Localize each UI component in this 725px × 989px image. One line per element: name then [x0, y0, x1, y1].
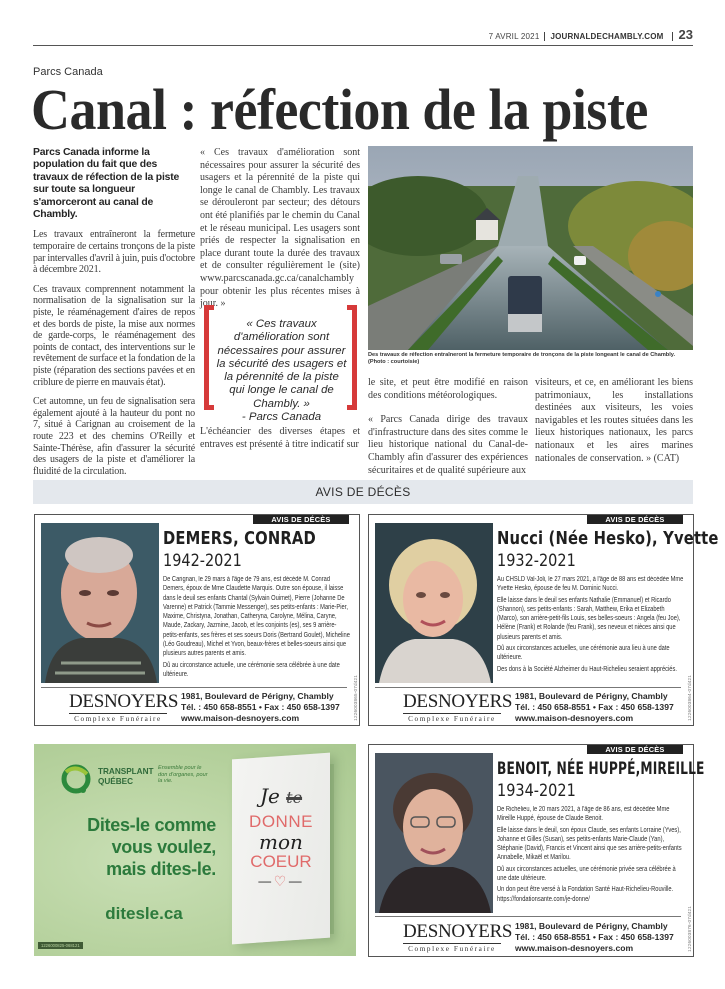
- article-paragraph: le site, et peut être modifié en raison des conditions météorologiques.: [368, 377, 528, 401]
- obituary-text: [497, 575, 686, 676]
- page-folio: [33, 28, 693, 46]
- funeral-home-phones: Tél. : 450 658-8551 • Fax : 450 658-1397: [515, 931, 674, 942]
- ad-headline: [44, 814, 216, 880]
- logo-subtitle: Complexe Funéraire: [403, 713, 501, 723]
- obituary-paragraph: Dû aux circonstances actuelles, une cérémonie aura lieu à une date ultérieure.: [497, 645, 670, 662]
- funeral-home-phones: Tél. : 450 658-8551 • Fax : 450 658-1397: [515, 701, 674, 712]
- canal-photo-image: [368, 146, 693, 350]
- ad-headline-line: mais dites-le.: [106, 859, 216, 879]
- logo-name: DESNOYERS: [403, 920, 513, 942]
- ad-headline-line: Dites-le comme: [87, 815, 216, 835]
- article-paragraph: « Ces travaux d'amélioration sont nécessaires pour assurer la sécurité des usagers et la pérennité de la piste qui longe le canal de Chambly. Les travaux se dérouleront par secteur; des détours ont été planifiés par le chemin du Canal et le réseau municipal. Les usagers sont priés de respecter la signalisation en place durant toute la durée des travaux et de consulter régulièrement le (site) www.parcscanada.gc.ca/canalchambly pour obtenir les plus récentes mises à jour. »: [200, 147, 360, 310]
- obituary-text: [163, 575, 352, 681]
- desnoyers-logo: [403, 690, 513, 723]
- funeral-home-address: 1981, Boulevard de Périgny, Chambly: [181, 690, 334, 701]
- logo-subtitle: Complexe Funéraire: [69, 713, 167, 723]
- obituary-years: 1934-2021: [497, 781, 576, 801]
- obituary-portrait: [375, 753, 493, 913]
- obituaries-title: AVIS DE DÉCÈS: [315, 485, 411, 499]
- ad-brand-line1: TRANSPLANT: [98, 767, 154, 776]
- transplant-quebec-ad[interactable]: [34, 744, 356, 956]
- card-mon: mon: [259, 830, 303, 854]
- ad-tagline: Ensemble pour le don d'organes, pour la vie.: [158, 765, 208, 784]
- obituary-years: 1942-2021: [163, 551, 242, 571]
- obituary-paragraph: De Richelieu, le 20 mars 2021, à l'âge de 86 ans, est décédée Mme Mireille Huppé, épouse de Claude Benoit.: [497, 806, 670, 823]
- logo-subtitle: Complexe Funéraire: [403, 943, 501, 953]
- ad-code: 1226003876-07d421: [687, 906, 692, 952]
- article-column-3: [368, 377, 528, 489]
- obituary-tag: AVIS DE DÉCÈS: [587, 515, 683, 524]
- obituary-portrait: [41, 523, 159, 683]
- obituary-paragraph: Dû aux circonstances actuelles, une cérémonie privée sera célébrée à une date ultérieure.: [497, 865, 676, 883]
- obituary-card: [34, 514, 360, 726]
- obituary-name: Nucci (Née Hesko), Yvette: [497, 528, 719, 549]
- article-column-4: [535, 377, 693, 477]
- obituary-tag: AVIS DE DÉCÈS: [587, 745, 683, 754]
- divider: [375, 687, 681, 688]
- funeral-home-website[interactable]: www.maison-desnoyers.com: [515, 712, 634, 723]
- photo-caption: Des travaux de réfection entraîneront la fermeture temporaire de tronçons de la piste longeant le canal de Chambly. (Photo : courtoisie): [368, 352, 676, 365]
- ad-brand-line2: QUÉBEC: [98, 776, 134, 786]
- left-bracket-icon: [204, 305, 214, 410]
- divider: [41, 687, 347, 688]
- heart-icon: ♡: [273, 874, 289, 890]
- card-strike: te: [286, 788, 303, 807]
- funeral-home-website[interactable]: www.maison-desnoyers.com: [181, 712, 300, 723]
- obituary-text: [497, 805, 686, 906]
- obituary-paragraph: Elle laisse dans le deuil, son époux Claude, ses enfants Lorraine (Yves), Johanne et Gilles (Susan), ses petits-enfants Marie-Claude (Yan), Stéphanie (David), Francis et Vincent ainsi que ses arrière-petits-enfants Annabelle, Mikaël et Marilou.: [497, 826, 682, 862]
- card-je: Je: [259, 784, 280, 808]
- ad-headline-line: vous voulez,: [111, 837, 216, 857]
- funeral-home-footer: [69, 690, 345, 724]
- funeral-home-footer: [403, 920, 679, 954]
- desnoyers-logo: [69, 690, 179, 723]
- article-paragraph: visiteurs, et ce, en améliorant les biens patrimoniaux, les installations destinées aux visiteurs, les voies navigables et les routes situées dans les lieux historiques nationaux, les parcs nationaux et les aires marines nationales de conservation. » (CAT): [535, 377, 693, 464]
- pull-quote-text: « Ces travaux d'amélioration sont nécessaires pour assurer la sécurité des usagers et la pérennité de la piste qui longe le canal de Chambly. »: [216, 318, 347, 410]
- article-column-2-bottom: [200, 426, 360, 463]
- funeral-home-website[interactable]: www.maison-desnoyers.com: [515, 942, 634, 953]
- divider: [375, 916, 681, 917]
- obituary-portrait: [375, 523, 493, 683]
- greeting-card: Je te DONNE mon COEUR —♡—: [232, 753, 330, 945]
- obituary-tag: AVIS DE DÉCÈS: [253, 515, 349, 524]
- logo-name: DESNOYERS: [403, 690, 513, 712]
- canal-photo: [368, 146, 693, 350]
- article-paragraph: Les travaux entraîneront la fermeture temporaire de certains tronçons de la piste par intervalles d'avril à juin, puis d'octobre à décembre 2021.: [33, 229, 195, 276]
- ad-code: 1226003865-07d421: [353, 675, 358, 721]
- obituary-paragraph: Au CHSLD Val-Joli, le 27 mars 2021, à l'âge de 88 ans est décédée Mme Yvette Hesko, épouse de feu M. Dominic Nucci.: [497, 576, 684, 593]
- pull-quote-attribution: - Parcs Canada: [241, 411, 322, 424]
- desnoyers-logo: [403, 920, 513, 953]
- obituary-paragraph: Elle laisse dans le deuil ses enfants Nathalie (Emmanuel) et Ricardo (Shannon), ses petits-enfants : Sarah, Matthew, Erika et Elizabeth (Marco), son arrière-petit-fils Louis, ses belles-soeurs : Angela (feu Joe), Hélène (Frank) et Rolande (feu Frank), ses neveux et nièces ainsi que plusieurs parents et amis.: [497, 596, 681, 641]
- transplant-logo-icon: [61, 764, 91, 794]
- article-column-2: [200, 147, 360, 323]
- funeral-home-footer: [403, 690, 679, 724]
- funeral-home-address: 1981, Boulevard de Périgny, Chambly: [515, 690, 668, 701]
- card-coeur: COEUR: [250, 852, 312, 871]
- ad-code: 1226003864-07d421: [687, 675, 692, 721]
- article-paragraph: Ces travaux comprennent notamment la normalisation de la signalisation sur la piste, le réaménagement d'aires de repos et des bords de piste, la mise aux normes de garde-corps, le réaménagement des points de contact, des interventions sur le revêtement de surface et la fondation de la piste (réparation des sections pavées et en criblure de pierre en mauvais état).: [33, 283, 195, 388]
- issue-date: 7 AVRIL 2021: [489, 32, 546, 41]
- article-paragraph: Cet automne, un feu de signalisation sera également ajouté à la hauteur du pont no 7, situé à Carignan au croisement de la route 223 et des chemins O'Reilly et Sainte-Thérèse, afin d'assurer la sécurité des usagers de la piste et d'améliorer la fluidité de la circulation.: [33, 396, 195, 477]
- logo-name: DESNOYERS: [69, 690, 179, 712]
- obituary-paragraph: De Carignan, le 29 mars à l'âge de 79 ans, est décédé M. Conrad Demers, époux de Mme Claudette Marquis. Outre son épouse, il laisse dans le deuil ses enfants Chantal (Sylvain Ouimet), Pierre (Johanne De Varenne) et Patrick (Tammie Messenger), ses petits-enfants : Marie-Pier, Maxime, Christyna, Jonathan, Catheryna, Carolyne, Mélina, Caryne, Maude, Zackary, Jazmine, Jacob, et les conjoints (es), ses 9 arrière-petits-enfants, ses frères et ses soeurs Doris (Bertrand Goulet), Micheline (Léo Goudreau), Michel et Yvon, beaux-frères et belles-soeurs ainsi que plusieurs autres parents et amis.: [163, 576, 350, 658]
- article-headline: Canal : réfection de la piste: [31, 76, 648, 142]
- obituary-name: BENOIT, NÉE HUPPÉ,MIREILLE: [497, 759, 705, 779]
- page-number: 23: [678, 27, 693, 42]
- obituary-paragraph: Un don peut être versé à la Fondation Santé Haut-Richelieu-Rouville. https://fondationsante.com/je-donne/: [497, 886, 674, 903]
- obituary-name: DEMERS, CONRAD: [163, 528, 316, 549]
- site-link[interactable]: JOURNALDECHAMBLY.COM: [545, 32, 672, 41]
- pull-quote: [204, 305, 357, 424]
- funeral-home-address: 1981, Boulevard de Périgny, Chambly: [515, 920, 668, 931]
- obituaries-banner: [33, 480, 693, 504]
- card-donne: DONNE: [249, 812, 313, 831]
- article-kicker: Parcs Canada: [33, 66, 103, 78]
- obituary-card: [368, 744, 705, 957]
- obituary-years: 1932-2021: [497, 551, 576, 571]
- obituary-paragraph: Dû au circonstance actuelle, une cérémonie sera célébrée à une date ultérieure.: [163, 661, 340, 678]
- funeral-home-phones: Tél. : 450 658-8551 • Fax : 450 658-1397: [181, 701, 340, 712]
- obituary-paragraph: Des dons à la Société Alzheimer du Haut-Richelieu seraient appréciés.: [497, 665, 677, 673]
- right-bracket-icon: [347, 305, 357, 410]
- obituary-card: [368, 514, 719, 726]
- article-lede: Parcs Canada informe la population du fait que des travaux de réfection de la piste sur toute sa longueur s'amorceront au canal de Chambly.: [33, 147, 180, 221]
- article-paragraph: L'échéancier des diverses étapes et entraves est présenté à titre indicatif sur: [200, 426, 360, 450]
- ad-code: 1226000825-068121: [38, 942, 83, 949]
- ad-url[interactable]: ditesle.ca: [105, 904, 183, 923]
- article-paragraph: « Parcs Canada dirige des travaux d'infrastructure dans des sites comme le lieu historique national du Canal-de-Chambly afin d'assurer des expériences sécuritaires et de qualité supérieure aux: [368, 414, 528, 476]
- article-column-1: [33, 147, 195, 477]
